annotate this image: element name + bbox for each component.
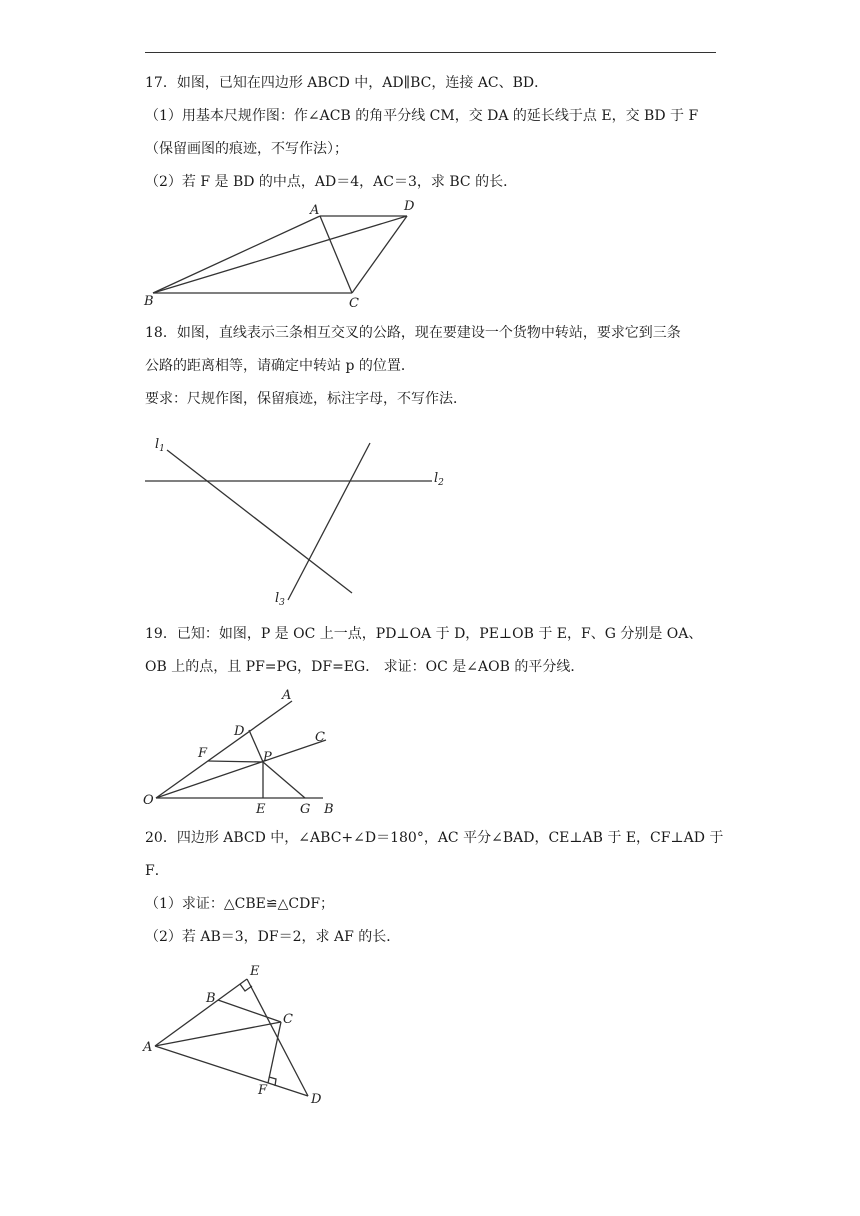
label-C: C <box>283 1012 293 1027</box>
diagonal-BD <box>153 216 407 293</box>
q19-stem-cont: OB 上的点，且 PF=PG，DF=EG． 求证：OC 是∠AOB 的平分线． <box>145 659 585 675</box>
label-C: C <box>315 730 325 745</box>
segment-DP <box>249 730 263 762</box>
q18-figure <box>140 430 460 610</box>
label-E: E <box>256 802 266 817</box>
segment-BC <box>218 1000 281 1022</box>
q17-stem: 17．如图，已知在四边形 ABCD 中，AD∥BC，连接 AC、BD． <box>145 75 549 91</box>
road-l3 <box>288 443 370 600</box>
label-C: C <box>349 296 359 311</box>
q20-part2: （2）若 AB＝3，DF＝2，求 AF 的长． <box>145 929 401 945</box>
q20-figure <box>140 955 340 1110</box>
road-l1 <box>167 450 352 593</box>
label-D: D <box>234 724 245 739</box>
label-B: B <box>206 991 216 1006</box>
segment-AE <box>155 979 247 1046</box>
q17-part1-note: （保留画图的痕迹，不写作法）； <box>145 141 348 157</box>
q17-part1: （1）用基本尺规作图：作∠ACB 的角平分线 CM，交 DA 的延长线于点 E，交 BD 于 F <box>145 108 699 124</box>
segment-BA <box>153 216 320 293</box>
label-E: E <box>250 964 260 979</box>
label-l1: $l_1$ <box>155 437 165 454</box>
label-A: A <box>143 1040 153 1055</box>
q19-figure <box>140 685 360 820</box>
label-F: F <box>258 1083 268 1098</box>
segment-FP <box>208 761 263 762</box>
diagonal-AC <box>320 216 352 293</box>
segment-PG <box>263 762 305 798</box>
q20-stem: 20．四边形 ABCD 中，∠ABC+∠D＝180°，AC 平分∠BAD，CE⊥AB 于 E，CF⊥AD 于 <box>145 830 724 846</box>
label-F: F <box>198 746 208 761</box>
q18-requirement: 要求：尺规作图，保留痕迹，标注字母，不写作法． <box>145 391 467 407</box>
q18-stem: 18．如图，直线表示三条相互交叉的公路，现在要建设一个货物中转站，要求它到三条 <box>145 325 681 341</box>
q20-part1: （1）求证：△CBE≌△CDF； <box>145 896 335 912</box>
label-B: B <box>144 294 154 309</box>
label-l3: $l_3$ <box>275 591 285 608</box>
label-P: P <box>263 750 272 765</box>
ray-OC <box>156 740 326 798</box>
label-G: G <box>300 802 311 817</box>
header-rule <box>145 52 716 53</box>
label-D: D <box>404 199 415 214</box>
diagonal-AC <box>155 1022 281 1046</box>
q17-figure <box>140 195 430 315</box>
label-l2: $l_2$ <box>434 471 444 488</box>
q20-stem-cont: F． <box>145 863 169 879</box>
q18-stem-cont: 公路的距离相等，请确定中转站 p 的位置． <box>145 358 415 374</box>
label-O: O <box>143 793 154 808</box>
q17-part2: （2）若 F 是 BD 的中点，AD＝4，AC＝3，求 BC 的长． <box>145 174 518 190</box>
label-D: D <box>311 1092 322 1107</box>
label-B: B <box>324 802 334 817</box>
segment-AD <box>155 1046 308 1096</box>
label-A: A <box>310 203 320 218</box>
q19-stem: 19．已知：如图，P 是 OC 上一点，PD⊥OA 于 D，PE⊥OB 于 E，F、G 分别是 OA、 <box>145 626 703 642</box>
segment-DC <box>352 216 407 293</box>
label-A: A <box>282 688 292 703</box>
